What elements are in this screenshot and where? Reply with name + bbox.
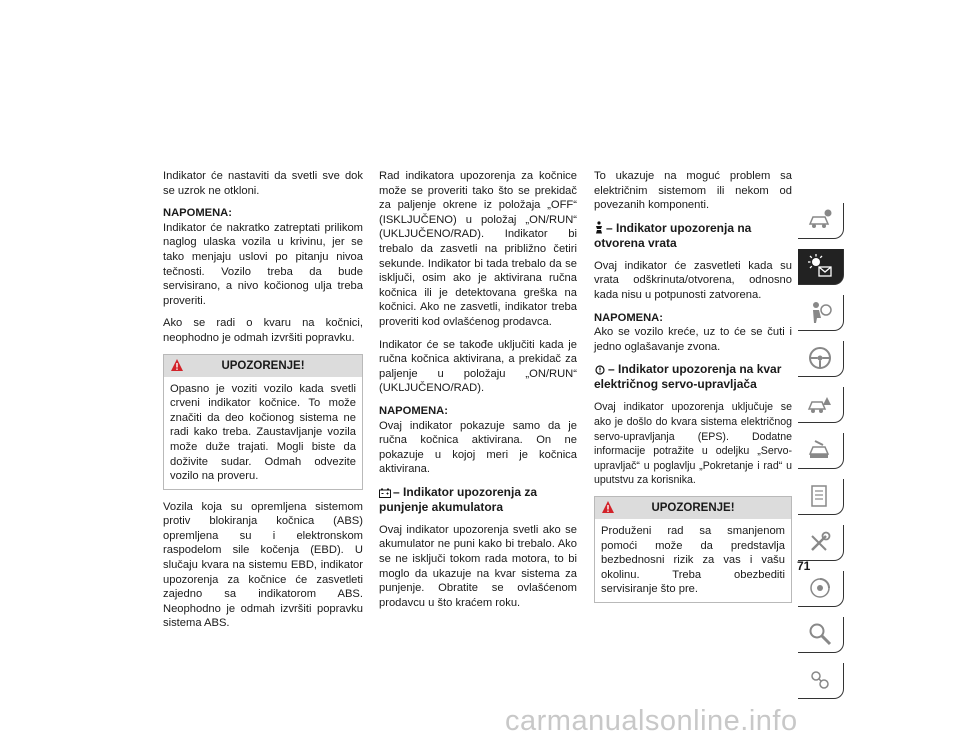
tab-multimedia[interactable] <box>798 571 844 607</box>
note <box>163 206 363 308</box>
car-service-icon <box>807 437 833 463</box>
warning-box <box>594 496 792 603</box>
column-middle <box>379 169 577 618</box>
column-left <box>163 169 363 639</box>
tab-service[interactable] <box>798 433 844 469</box>
warning-text: Produženi rad sa smanjenom pomoći može da predstavlja bezbednosni rizik za vas i vašu okolinu. Treba obezbediti servisiranje što pre. <box>601 524 785 596</box>
door-open-icon <box>594 221 604 234</box>
heading-text: – Indikator upozorenja za punjenje akumulatora <box>379 484 538 514</box>
language-index-icon <box>807 667 833 693</box>
paragraph: Ako se radi o kvaru na kočnici, neophodno je odmah izvršiti popravku. <box>163 317 363 344</box>
paragraph: Rad indikatora upozorenja za kočnice može se proveriti tako što se prekidač za paljenje okrene iz položaja „OFF“ (ISKLJUČENO) u položaj „ON/RUN“ (UKLJUČENO/RAD). Indikator bi trebalo da zasvetli na približno četiri sekunde. Indikator bi tada trebalo da se isključi, osim ako je aktivirana ručna kočnica ili je detektovana greška na kočnici. Ako ne zasvetli, indikator treba proveriti kod ovlašćenog prodavca. <box>379 170 577 328</box>
tab-specifications[interactable] <box>798 525 844 561</box>
warning-body <box>164 377 362 489</box>
heading-text: – Indikator upozorenja na kvar električnog servo-upravljača <box>594 362 782 392</box>
wrench-tools-icon <box>807 529 833 555</box>
paragraph: Indikator će nastaviti da svetli sve dok se uzrok ne otkloni. <box>163 170 363 197</box>
search-icon <box>807 621 833 647</box>
paragraph: To ukazuje na moguć problem sa električnim sistemom ili nekom od povezanih komponenti. <box>594 170 792 212</box>
note <box>379 404 577 477</box>
tab-car-info[interactable] <box>798 203 844 239</box>
steering-warning-icon <box>594 365 606 375</box>
warning-title: UPOZORENJE! <box>221 359 305 372</box>
tab-search[interactable] <box>798 617 844 653</box>
tab-emergency[interactable] <box>798 387 844 423</box>
car-crash-icon <box>807 391 833 417</box>
warning-text: Opasno je voziti vozilo kada svetli crveni indikator kočnice. To može značiti da deo kočionog sistema ne radi kako treba. Zaustavljanje vozila može duže trajati. Mogli biste da doživite sudar. Odmah odvezite vozilo na proveru. <box>170 382 356 483</box>
note-label: NAPOMENA: <box>163 207 232 220</box>
dashboard-lights-icon <box>807 253 833 279</box>
chapter-tabs <box>798 203 844 709</box>
paragraph: Ovaj indikator će zasvetleti kada su vrata odškrinuta/otvorena, odnosno kada nisu u potpunosti zatvorena. <box>594 259 792 301</box>
section-heading-door <box>594 221 792 251</box>
note-text: Ovaj indikator pokazuje samo da je ručna kočnica aktivirana. On ne pokazuje u kojoj meri je kočnica aktivirana. <box>379 419 577 476</box>
section-heading-eps <box>594 362 792 392</box>
multimedia-icon <box>807 575 833 601</box>
maintenance-schedule-icon <box>807 483 833 509</box>
battery-icon <box>379 488 391 498</box>
paragraph: Vozila koja su opremljena sistemom protiv blokiranja kočnica (ABS) opremljena su i elektronskom raspodelom sile kočenja (EBD). U slučaju kvara na sistemu EBD, indikator upozorenja za kočnice će zasvetleti zajedno sa indikatorom ABS. Neophodno je odmah izvršiti popravku sistema ABS. <box>163 500 363 630</box>
tab-dashboard-lights[interactable] <box>798 249 844 285</box>
warning-header <box>164 355 362 377</box>
page-number: 71 <box>797 559 811 573</box>
warning-header <box>595 497 791 519</box>
section-heading-battery <box>379 485 577 515</box>
watermark: carmanualsonline.info <box>505 705 798 737</box>
tab-safety[interactable] <box>798 295 844 331</box>
paragraph: Ovaj indikator upozorenja svetli ako se akumulator ne puni kako bi trebalo. Ako se ne isključi tokom rada motora, to bi moglo da ukazuje na kvar sistema za punjenje. Obratite se ovlašćenom prodavcu u što kraćem roku. <box>379 523 577 609</box>
steering-wheel-icon <box>807 345 833 371</box>
warning-triangle-icon <box>170 358 184 372</box>
car-info-icon <box>807 207 833 233</box>
note-label: NAPOMENA: <box>379 404 448 417</box>
warning-box <box>163 354 363 490</box>
tab-maintenance[interactable] <box>798 479 844 515</box>
tab-languages[interactable] <box>798 663 844 699</box>
note-text: Ako se vozilo kreće, uz to će se čuti i jedno oglašavanje zvona. <box>594 326 792 353</box>
paragraph: Indikator će se takođe uključiti kada je ručna kočnica aktivirana, a prekidač za paljenje u položaju „ON/RUN“ (UKLJUČENO/RAD). <box>379 338 577 395</box>
paragraph: Ovaj indikator upozorenja uključuje se ako je došlo do kvara sistema električnog servo-upravljanja (EPS). Dodatne informacije potražite u odeljku „Servo-upravljač“ u poglavlju „Pokretanje i rad“ u uputstvu za korisnika. <box>594 401 792 487</box>
note-text: Indikator će nakratko zatreptati prilikom naglog ulaska vozila u krivinu, jer se tako menjaju uslovi po pitanju nivoa tečnosti. Vozilo treba da bude servisirano, a nivo kočionog ulja treba proveriti. <box>163 221 363 307</box>
heading-text: – Indikator upozorenja na otvorena vrata <box>594 220 752 250</box>
tab-driving[interactable] <box>798 341 844 377</box>
airbag-person-icon <box>807 299 833 325</box>
note <box>594 311 792 355</box>
column-right <box>594 169 792 613</box>
note-label: NAPOMENA: <box>594 311 663 324</box>
warning-triangle-icon <box>601 500 615 514</box>
warning-title: UPOZORENJE! <box>651 501 735 514</box>
warning-body <box>595 519 791 602</box>
